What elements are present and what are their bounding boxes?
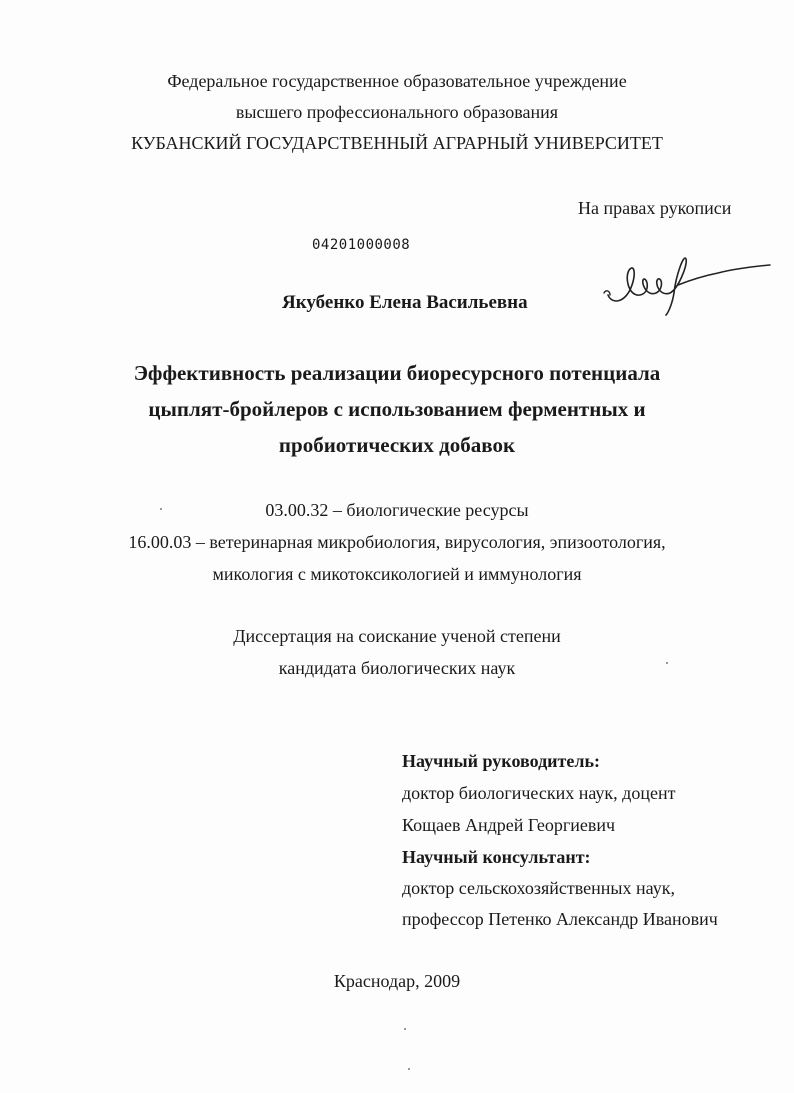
degree-line-2: кандидата биологических наук xyxy=(278,658,516,678)
specialty-line-3: микология с микотоксикологией и иммунология xyxy=(212,564,582,584)
header-university: КУБАНСКИЙ ГОСУДАРСТВЕННЫЙ АГРАРНЫЙ УНИВЕРСИТЕТ xyxy=(131,133,663,153)
author-name: Якубенко Елена Васильевна xyxy=(282,292,528,313)
consultant-heading: Научный консультант: xyxy=(402,847,591,867)
dissertation-title-line-2: цыплят-бройлеров с использованием ферментных и xyxy=(148,397,646,421)
dissertation-title-line-3: пробиотических добавок xyxy=(278,433,516,457)
scan-speck xyxy=(408,1068,410,1070)
scan-speck xyxy=(666,662,668,664)
specialty-line-2: 16.00.03 – ветеринарная микробиология, вирусология, эпизоотология, xyxy=(128,532,666,552)
dissertation-title-line-1: Эффективность реализации биоресурсного потенциала xyxy=(133,361,661,385)
supervisor-name: Кощаев Андрей Георгиевич xyxy=(402,815,616,835)
rights-note: На правах рукописи xyxy=(578,198,732,218)
scan-speck xyxy=(160,508,162,510)
header-education-line: высшего профессионального образования xyxy=(235,102,559,122)
supervisor-heading: Научный руководитель: xyxy=(402,751,600,771)
scan-speck xyxy=(404,1028,406,1030)
author-signature xyxy=(598,245,778,320)
consultant-name: профессор Петенко Александр Иванович xyxy=(402,909,718,929)
city-year: Краснодар, 2009 xyxy=(333,971,461,991)
supervisor-degree: доктор биологических наук, доцент xyxy=(402,783,676,803)
registration-number: 04201000008 xyxy=(312,237,411,253)
header-institution-line: Федеральное государственное образовательное учреждение xyxy=(167,71,627,91)
consultant-degree: доктор сельскохозяйственных наук, xyxy=(402,878,675,898)
degree-line-1: Диссертация на соискание ученой степени xyxy=(233,626,561,646)
specialty-line-1: 03.00.32 – биологические ресурсы xyxy=(265,500,529,520)
